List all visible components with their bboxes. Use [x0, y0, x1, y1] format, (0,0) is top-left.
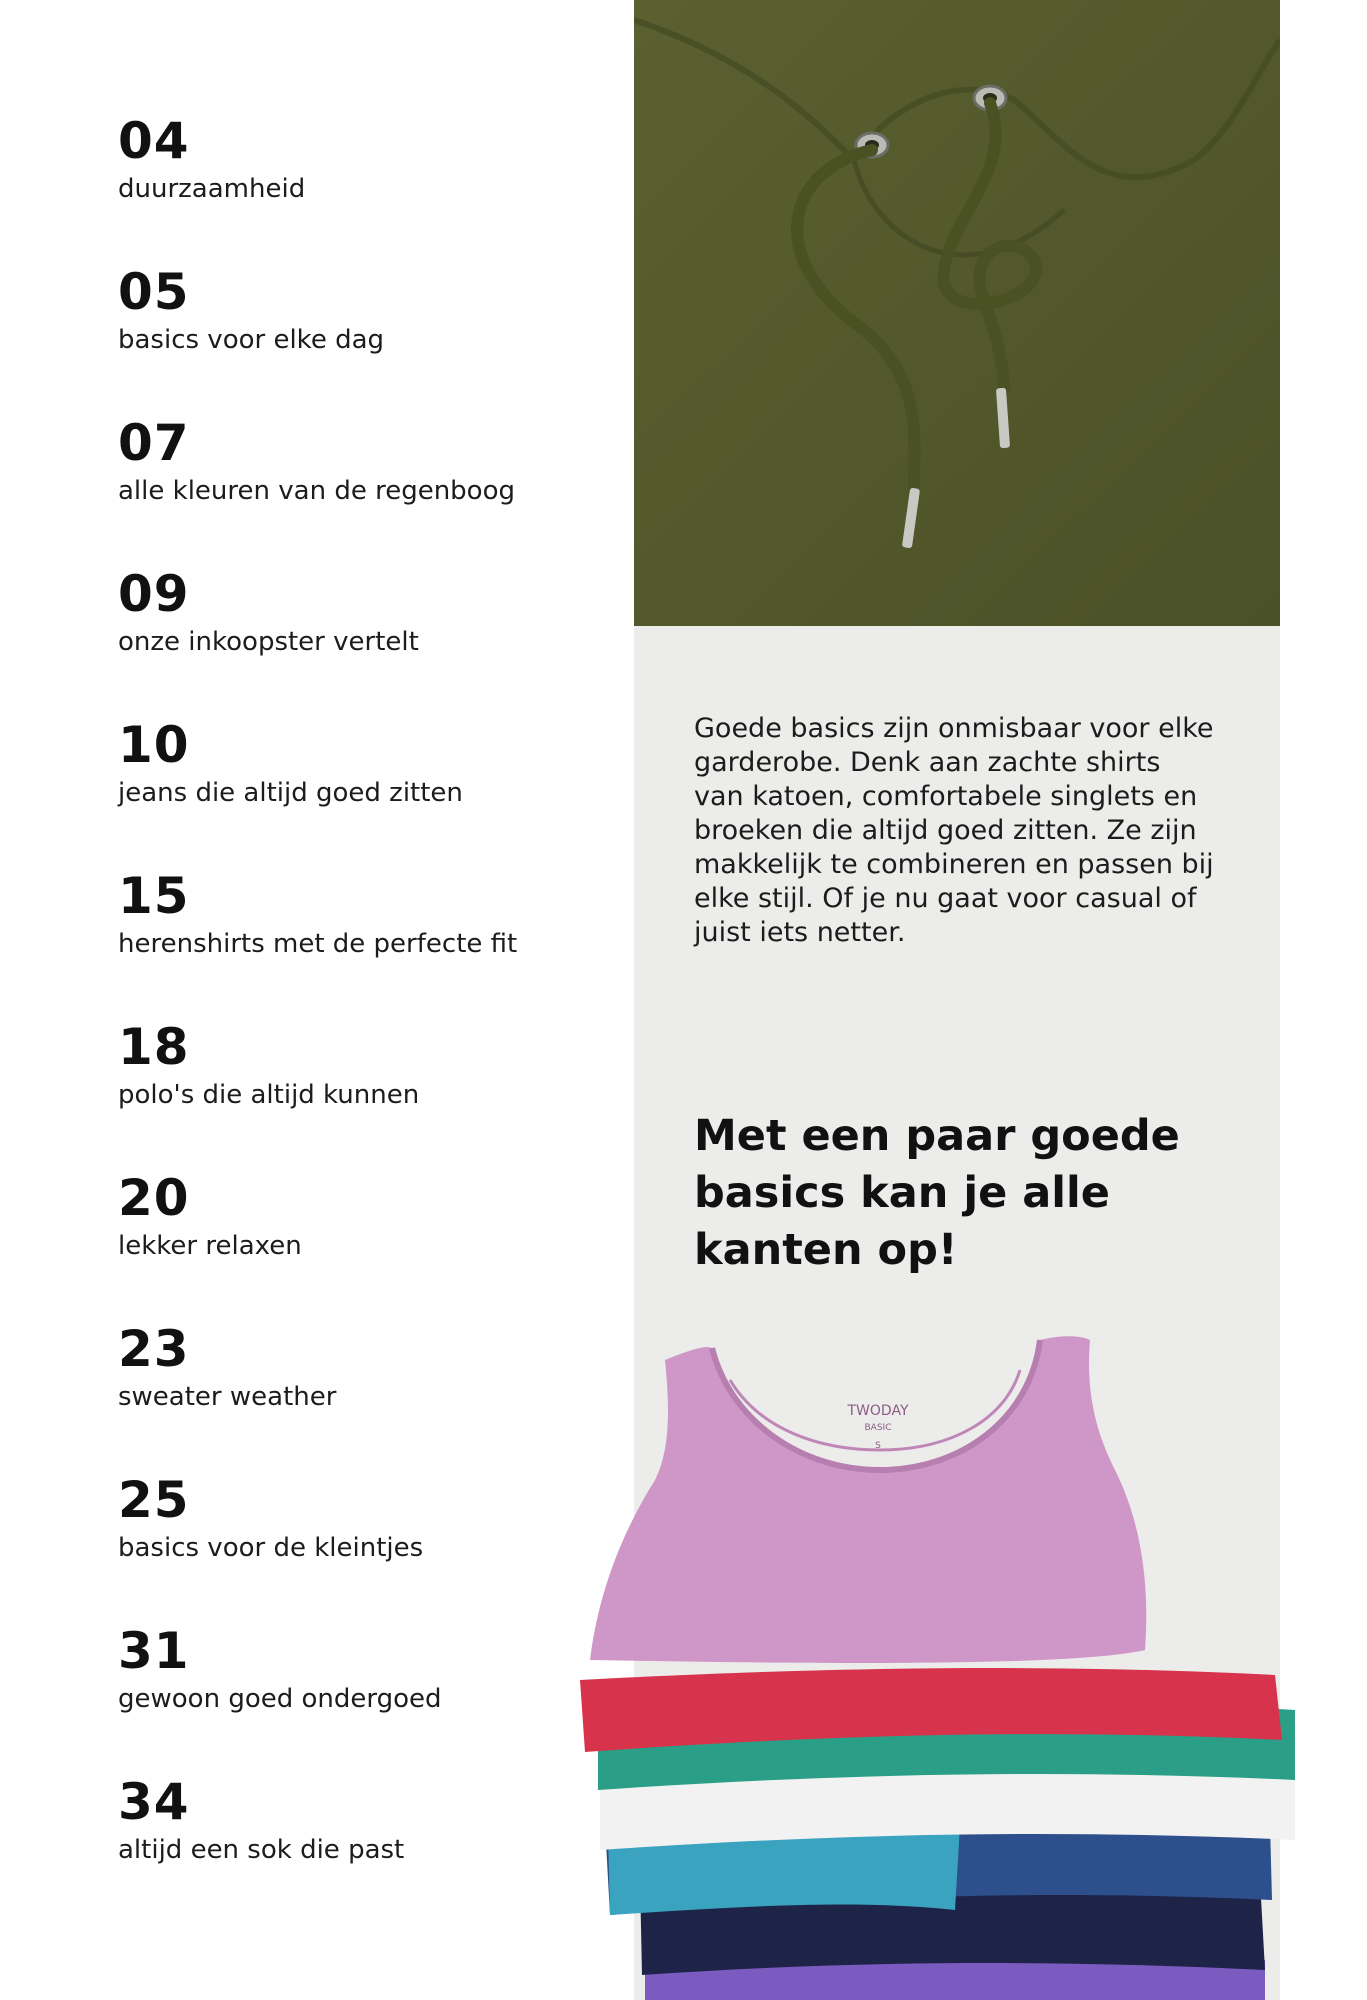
singlet-stack-illustration [560, 1320, 1320, 2000]
toc-title: sweater weather [118, 1382, 337, 1412]
toc-item [118, 414, 598, 565]
toc-page-number: 05 [118, 263, 190, 321]
toc-title: altijd een sok die past [118, 1835, 405, 1865]
toc-title: jeans die altijd goed zitten [118, 778, 463, 808]
hoodie-photo [634, 0, 1280, 626]
toc-title: duurzaamheid [118, 174, 306, 204]
toc-page-number: 20 [118, 1169, 190, 1227]
toc-page-number: 09 [118, 565, 190, 623]
toc-title: gewoon goed ondergoed [118, 1684, 442, 1714]
toc-title: herenshirts met de perfecte fit [118, 929, 518, 959]
toc-page-number: 18 [118, 1018, 190, 1076]
headline: Met een paar goede basics kan je alle kanten op! [694, 1111, 1180, 1275]
toc-item [118, 263, 598, 414]
singlet-stack-photo [560, 1320, 1320, 2000]
toc-page-number: 04 [118, 112, 190, 170]
toc-item [118, 1622, 598, 1773]
toc-item [118, 867, 598, 1018]
toc-title: basics voor elke dag [118, 325, 385, 355]
hoodie-illustration [634, 0, 1280, 626]
toc-item [118, 1773, 598, 1924]
table-of-contents [118, 112, 598, 1924]
product-label-size: S [875, 1441, 881, 1451]
toc-title: alle kleuren van de regenboog [118, 476, 515, 506]
toc-title: basics voor de kleintjes [118, 1533, 424, 1563]
toc-page-number: 10 [118, 716, 190, 774]
toc-page-number: 34 [118, 1773, 190, 1831]
toc-page-number: 07 [118, 414, 190, 472]
toc-title: lekker relaxen [118, 1231, 302, 1261]
toc-item [118, 716, 598, 867]
toc-item [118, 1471, 598, 1622]
toc-page-number: 15 [118, 867, 190, 925]
toc-item [118, 1018, 598, 1169]
toc-page-number: 25 [118, 1471, 190, 1529]
toc-item [118, 112, 598, 263]
product-label-brand: TWODAY [847, 1403, 909, 1419]
toc-item [118, 1320, 598, 1471]
intro-paragraph: Goede basics zijn onmisbaar voor elke garderobe. Denk aan zachte shirts van katoen, comfortabele singlets en broeken die altijd goed zitten. Ze zijn makkelijk te combineren en passen bij elke stijl. Of je nu gaat voor casual of juist iets netter. [694, 713, 1214, 948]
toc-page-number: 31 [118, 1622, 190, 1680]
toc-title: polo's die altijd kunnen [118, 1080, 420, 1110]
toc-title: onze inkoopster vertelt [118, 627, 419, 657]
toc-item [118, 1169, 598, 1320]
product-label-line: BASIC [864, 1423, 892, 1433]
toc-item [118, 565, 598, 716]
toc-page-number: 23 [118, 1320, 190, 1378]
